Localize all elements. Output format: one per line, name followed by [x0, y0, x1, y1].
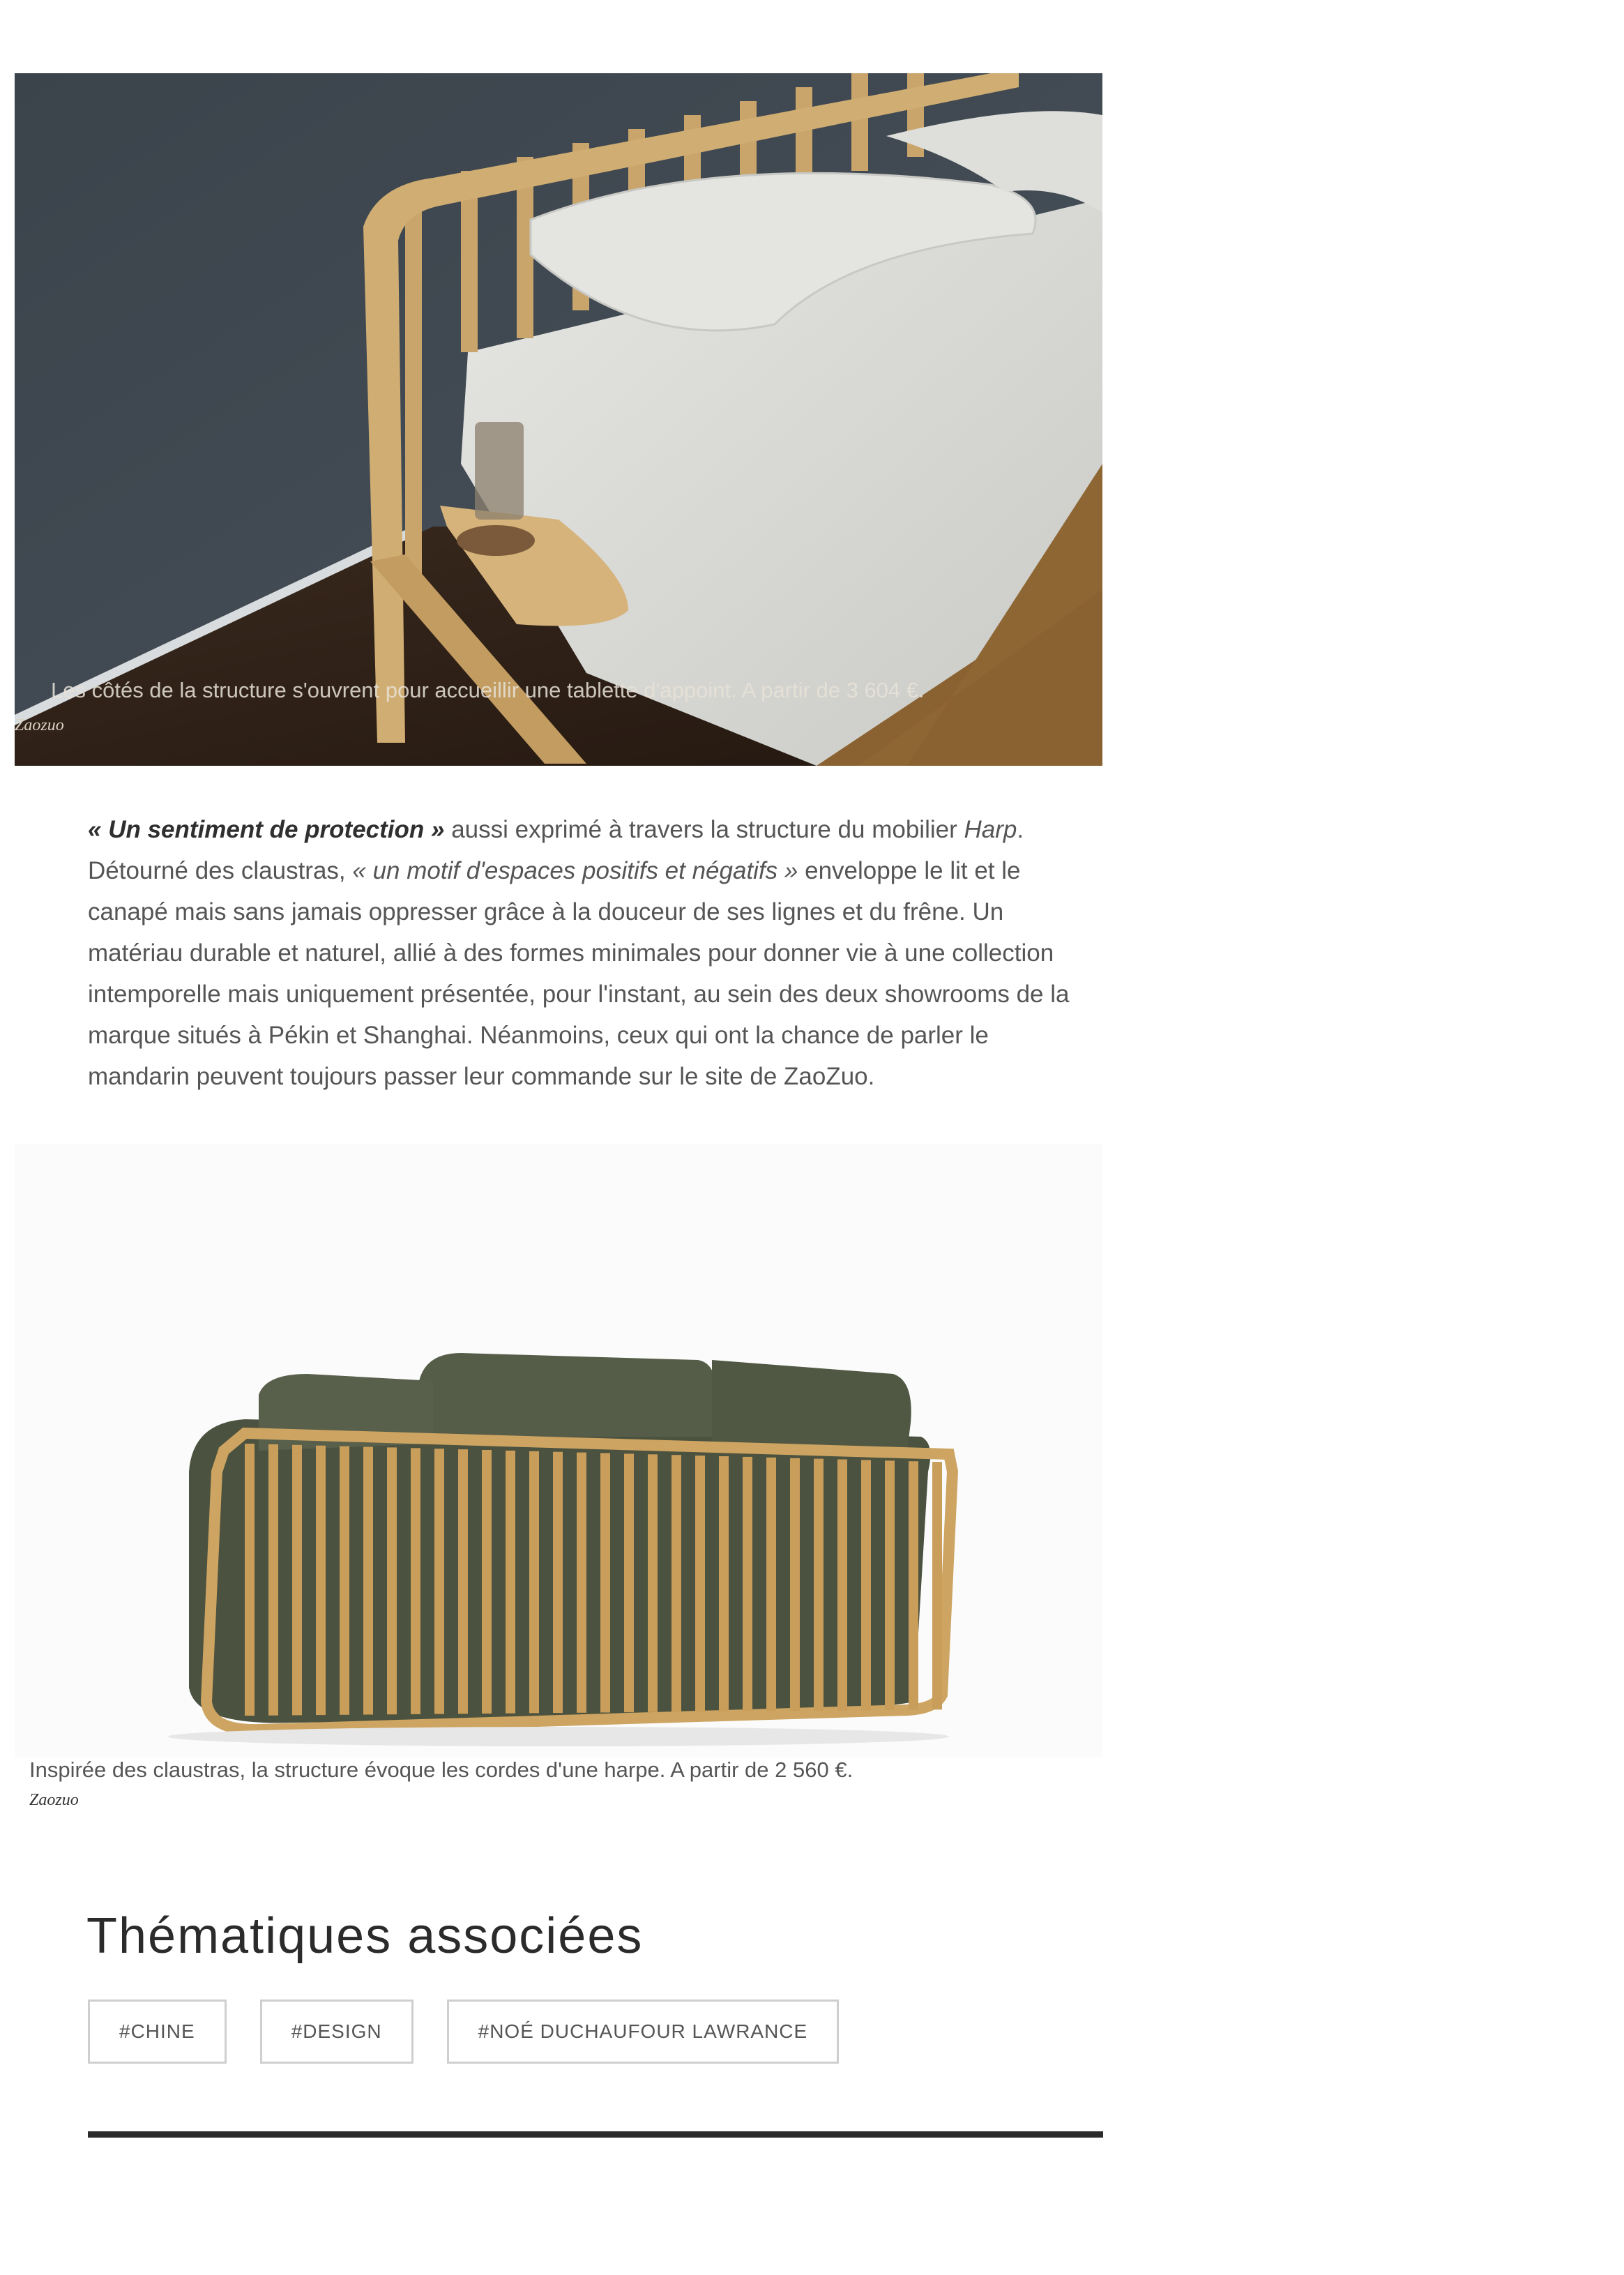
section-divider — [88, 2131, 1103, 2138]
sofa-slat — [648, 1454, 658, 1712]
sofa-slat — [695, 1456, 705, 1711]
sofa-slat — [292, 1445, 302, 1716]
sofa-slat — [482, 1450, 492, 1714]
bed-photo-caption: Les côtés de la structure s'ouvrent pour accueillir une tablette d'appoint. A partir de 3 604 €. — [51, 678, 925, 702]
sofa-slat — [600, 1453, 610, 1713]
product-name-harp: Harp — [964, 816, 1017, 843]
tag-noe-duchaufour-lawrance[interactable]: #NOÉ DUCHAUFOUR LAWRANCE — [447, 2000, 840, 2064]
bed-photo-credit: Zaozuo — [15, 716, 64, 734]
sofa-slat — [363, 1447, 373, 1715]
sofa-slat — [340, 1446, 349, 1715]
sofa-slat — [743, 1457, 752, 1711]
tag-design[interactable]: #DESIGN — [260, 2000, 413, 2064]
tag-chine[interactable]: #CHINE — [88, 2000, 227, 2064]
sofa-slat — [885, 1460, 895, 1710]
sofa-photo-credit: Zaozuo — [29, 1791, 79, 1809]
sofa-slat — [671, 1455, 681, 1711]
sofa-slat — [387, 1447, 397, 1714]
sofa-illustration — [15, 1144, 1102, 1758]
bed-photo — [15, 73, 1102, 766]
article-text-3: enveloppe le lit et le canapé mais sans jamais oppresser grâce à la douceur de ses lignes et du frêne. Un matériau durable et naturel, allié à des formes minimales pour donner vie à une collection intemporelle mais uniquement présentée, pour l'instant, au sein des deux showrooms de la marque situés à Pékin et Shanghai. Néanmoins, ceux qui ont la chance de parler le mandarin peuvent toujours passer leur commande sur le site de ZaoZuo. — [88, 857, 1070, 1090]
article-text-2: . Détourné des claustras, — [88, 816, 1024, 884]
sofa-slat — [458, 1449, 468, 1714]
sofa-slat — [766, 1458, 776, 1711]
related-themes-title: Thématiques associées — [86, 1908, 644, 1964]
tag-list — [88, 2000, 839, 2064]
sofa-slat — [245, 1444, 255, 1716]
sofa-slat — [861, 1460, 871, 1710]
article-text — [88, 809, 1092, 1097]
article-text-1: aussi exprimé à travers la structure du mobilier — [444, 816, 964, 843]
sofa-slat — [837, 1460, 847, 1711]
article-paragraph — [88, 809, 1092, 1097]
sofa-slat — [814, 1459, 824, 1711]
sofa-slat — [316, 1446, 326, 1715]
designer-quote: « un motif d'espaces positifs et négatifs » — [352, 857, 798, 884]
sofa-slat — [719, 1456, 729, 1711]
pull-quote: « Un sentiment de protection » — [88, 816, 445, 843]
sofa-slat — [577, 1453, 586, 1713]
sofa-photo — [15, 1144, 1102, 1758]
sofa-slat — [529, 1451, 539, 1714]
sofa-slat — [268, 1444, 278, 1716]
sofa-photo-caption: Inspirée des claustras, la structure évoque les cordes d'une harpe. A partir de 2 560 €. — [29, 1758, 853, 1782]
sofa-slat — [790, 1458, 800, 1711]
sofa-slat — [434, 1449, 444, 1714]
sofa-slat — [932, 1462, 942, 1709]
sofa-slat — [624, 1453, 634, 1712]
bed-illustration — [15, 73, 1102, 766]
sofa-slat — [506, 1451, 515, 1714]
sofa-slat — [909, 1461, 918, 1709]
sofa-slat — [411, 1448, 420, 1714]
sofa-slat — [553, 1452, 563, 1713]
